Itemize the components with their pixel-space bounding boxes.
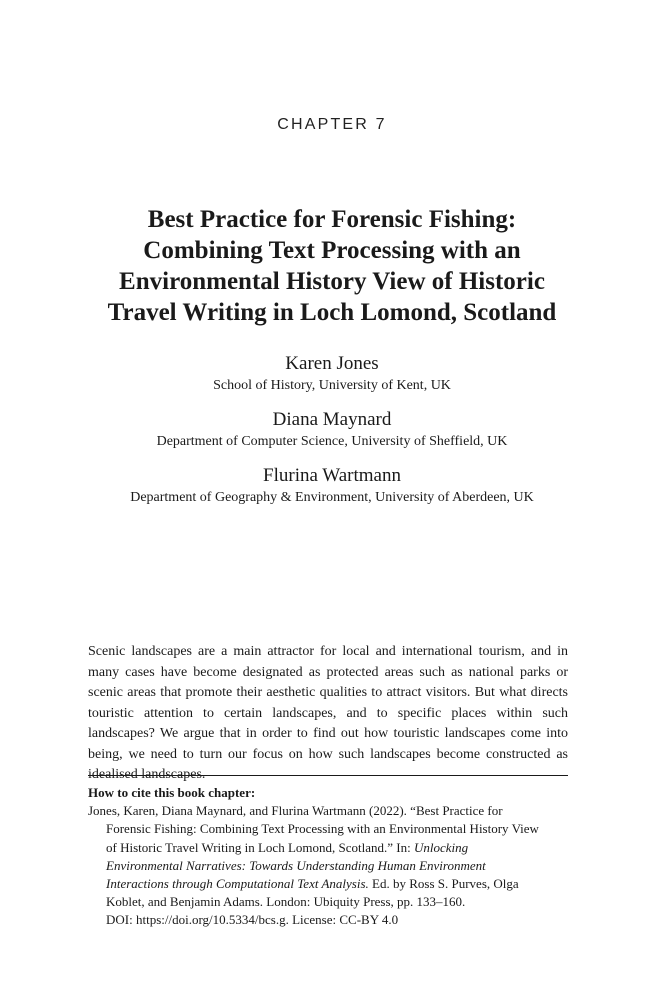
citation-line (88, 875, 570, 893)
abstract-paragraph: Scenic landscapes are a main attractor for local and international tourism, and in many cases have become designated as protected areas such as national parks or scenic areas that promote their aesthetic qualities to attract visitors. But what directs touristic attention to certain landscapes, and to specific places within such landscapes? We argue that in order to find out how touristic landscapes come into being, we need to turn our focus on how such landscapes become constructed as idealised landscapes. (88, 644, 568, 782)
author-name: Karen Jones (285, 353, 379, 374)
citation-line: Jones, Karen, Diana Maynard, and Flurina Wartmann (2022). “Best Practice for (88, 803, 503, 819)
author-list (0, 352, 664, 520)
citation-line (88, 839, 570, 857)
author-name: Diana Maynard (272, 409, 392, 430)
citation-book-title: Interactions through Computational Text Analysis. (106, 876, 369, 892)
author-affiliation: Department of Geography & Environment, University of Aberdeen, UK (130, 490, 534, 505)
chapter-title-line: Environmental History View of Historic (119, 268, 545, 295)
section-divider (88, 775, 568, 776)
citation-line: Koblet, and Benjamin Adams. London: Ubiquity Press, pp. 133–160. (106, 894, 466, 910)
chapter-title-line: Travel Writing in Loch Lomond, Scotland (107, 299, 557, 326)
citation-line: Forensic Fishing: Combining Text Processing with an Environmental History View (106, 821, 539, 837)
citation-book-title: Unlocking (413, 839, 469, 855)
chapter-label: CHAPTER 7 (277, 116, 387, 133)
author-name: Flurina Wartmann (263, 465, 401, 486)
citation-text: Ed. by Ross S. Purves, Olga (368, 876, 519, 892)
chapter-title-line: Combining Text Processing with an (143, 237, 521, 264)
author-affiliation: School of History, University of Kent, UK (213, 378, 451, 393)
chapter-title (60, 204, 604, 328)
citation-doi-license: DOI: https://doi.org/10.5334/bcs.g. License: CC-BY 4.0 (106, 912, 399, 928)
citation-text: of Historic Travel Writing in Loch Lomond, Scotland.” In: (106, 839, 414, 855)
citation-heading: How to cite this book chapter: (88, 785, 256, 800)
citation-block (88, 784, 570, 930)
chapter-title-line: Best Practice for Forensic Fishing: (147, 206, 517, 233)
author-affiliation: Department of Computer Science, University of Sheffield, UK (156, 434, 508, 449)
citation-book-title: Environmental Narratives: Towards Understanding Human Environment (106, 857, 486, 873)
